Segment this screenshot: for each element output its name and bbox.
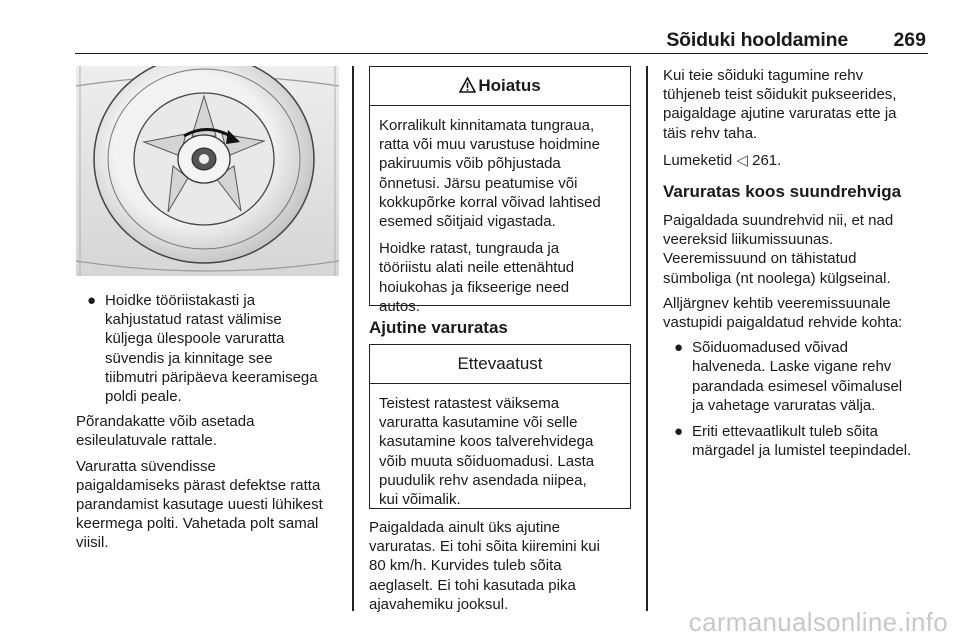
cross-reference[interactable] (663, 151, 933, 170)
list-item (663, 422, 933, 460)
text-line: kasutamine koos talverehvidega (379, 433, 594, 451)
text-line: Teistest ratastest väiksema (379, 395, 560, 412)
text-line: sümboliga (nt noolega) külgseinal. (663, 269, 891, 287)
text-line: paigaldamiseks pärast defektse ratta (76, 476, 321, 494)
text-line: tühjeneb teist sõidukit pukseerides, (663, 86, 897, 104)
text-line: Paigaldada ainult üks ajutine (369, 519, 560, 536)
paragraph (76, 412, 344, 450)
text-line: viisil. (76, 534, 109, 552)
text-line: esileulatuvale rattale. (76, 432, 217, 450)
text-line: esemed sõitjaid vigastada. (379, 213, 556, 231)
paragraph (663, 66, 933, 143)
bullet-icon: ● (674, 339, 684, 357)
section-title: Sõiduki hooldamine (666, 29, 848, 51)
caution-title: Ettevaatust (370, 345, 630, 384)
text-line: Alljärgnev kehtib veeremissuunale (663, 294, 891, 312)
reference-page: 261. (752, 151, 782, 169)
text-line: poldi peale. (105, 388, 182, 406)
caution-box-body (370, 384, 630, 517)
paragraph (379, 116, 621, 231)
text-line: Paigaldada suundrehvid nii, et nad (663, 212, 894, 230)
text-line: ja vahetage varuratas välja. (692, 396, 876, 414)
text-line: Põrandakatte võib asetada (76, 413, 255, 431)
caution-box (369, 344, 631, 509)
text-line: kui võimalik. (379, 491, 461, 509)
column-divider (646, 66, 648, 611)
watermark: carmanualsonline.info (688, 607, 948, 637)
paragraph (663, 211, 933, 288)
warning-title: Hoiatus (478, 76, 541, 95)
text-line: varuratas. Ei tohi sõita kiiremini kui (369, 538, 600, 556)
text-line: Veeremissuund on tähistatud (663, 250, 857, 268)
text-line: täis rehv taha. (663, 124, 758, 142)
text-line: küljega ülespoole varuratta (105, 330, 285, 348)
text-line: süvendis ja kinnitage see (105, 349, 273, 367)
text-line: paigaldage ajutine varuratas ette ja (663, 105, 897, 123)
text-line: varuratta kasutamine või selle (379, 414, 578, 432)
text-line: puudulik rehv asendada niipea, (379, 471, 587, 489)
text-line: kahjustatud ratast välimise (105, 311, 282, 329)
section-heading: Varuratas koos suundrehviga (663, 182, 902, 202)
list-item (663, 338, 933, 415)
text-line: ajavahemiku jooksul. (369, 595, 509, 613)
text-line: aeglaselt. Ei tohi kasutada pika (369, 576, 576, 594)
warning-box (369, 66, 631, 315)
page-number: 269 (893, 29, 926, 51)
text-line: võib muuta sõiduomadusi. Lasta (379, 452, 595, 470)
paragraph (369, 518, 639, 614)
paragraph (379, 239, 621, 316)
text-line: halveneda. Laske vigane rehv (692, 358, 892, 376)
text-line: Kui teie sõiduki tagumine rehv (663, 67, 864, 84)
text-line: õnnetusi. Järsu peatumise või (379, 174, 578, 192)
bullet-icon: ● (674, 423, 684, 441)
bullet-icon: ● (87, 292, 97, 309)
warning-box-body (370, 106, 630, 324)
paragraph (663, 294, 933, 332)
text-line: Korralikult kinnitamata tungraua, (379, 117, 595, 134)
text-line: ratta või muu varustuse hoidmine (379, 136, 600, 154)
text-line: Hoidke ratast, tungrauda ja (379, 240, 560, 258)
text-line: autos. (379, 297, 420, 315)
text-line: kokkupõrke korral võivad lahtised (379, 193, 601, 211)
text-line: Hoidke tööriistakasti ja (105, 292, 256, 309)
text-line: hoiukohas ja fikseerige need (379, 278, 570, 296)
text-line: Varuratta süvendisse (76, 457, 216, 475)
reference-label: Lumeketid (663, 151, 733, 169)
spare-wheel-illustration (76, 66, 339, 276)
text-line: märgadel ja lumistel teepindadel. (692, 442, 912, 460)
text-line: Sõiduomadused võivad (692, 339, 848, 357)
section-heading: Ajutine varuratas (369, 318, 508, 337)
warning-triangle-icon (459, 69, 476, 107)
paragraph (76, 457, 344, 553)
text-line: parandamist kasutage uuesti lühikest (76, 496, 323, 514)
text-line: parandada esimesel võimalusel (692, 377, 903, 395)
text-line: Eriti ettevaatlikult tuleb sõita (692, 423, 878, 441)
warning-box-header (370, 67, 630, 106)
list-item (76, 291, 344, 406)
text-line: tiibmutri päripäeva keeramisega (105, 368, 318, 386)
paragraph (379, 394, 621, 509)
column-divider (352, 66, 354, 611)
right-column (663, 66, 933, 460)
text-line: pakiruumis võib põhjustada (379, 155, 561, 173)
page-header (75, 27, 928, 54)
page-reference-icon: ◁ (736, 151, 748, 169)
text-line: keermega polti. Vahetada polt samal (76, 515, 319, 533)
text-line: vastupidi paigaldatud rehvide kohta: (663, 314, 903, 332)
text-line: 80 km/h. Kurvides tuleb sõita (369, 557, 562, 575)
text-line: veereksid liikumissuunas. (663, 231, 834, 249)
text-line: tööriistu alati neile ettenähtud (379, 259, 575, 277)
left-column (76, 291, 344, 553)
